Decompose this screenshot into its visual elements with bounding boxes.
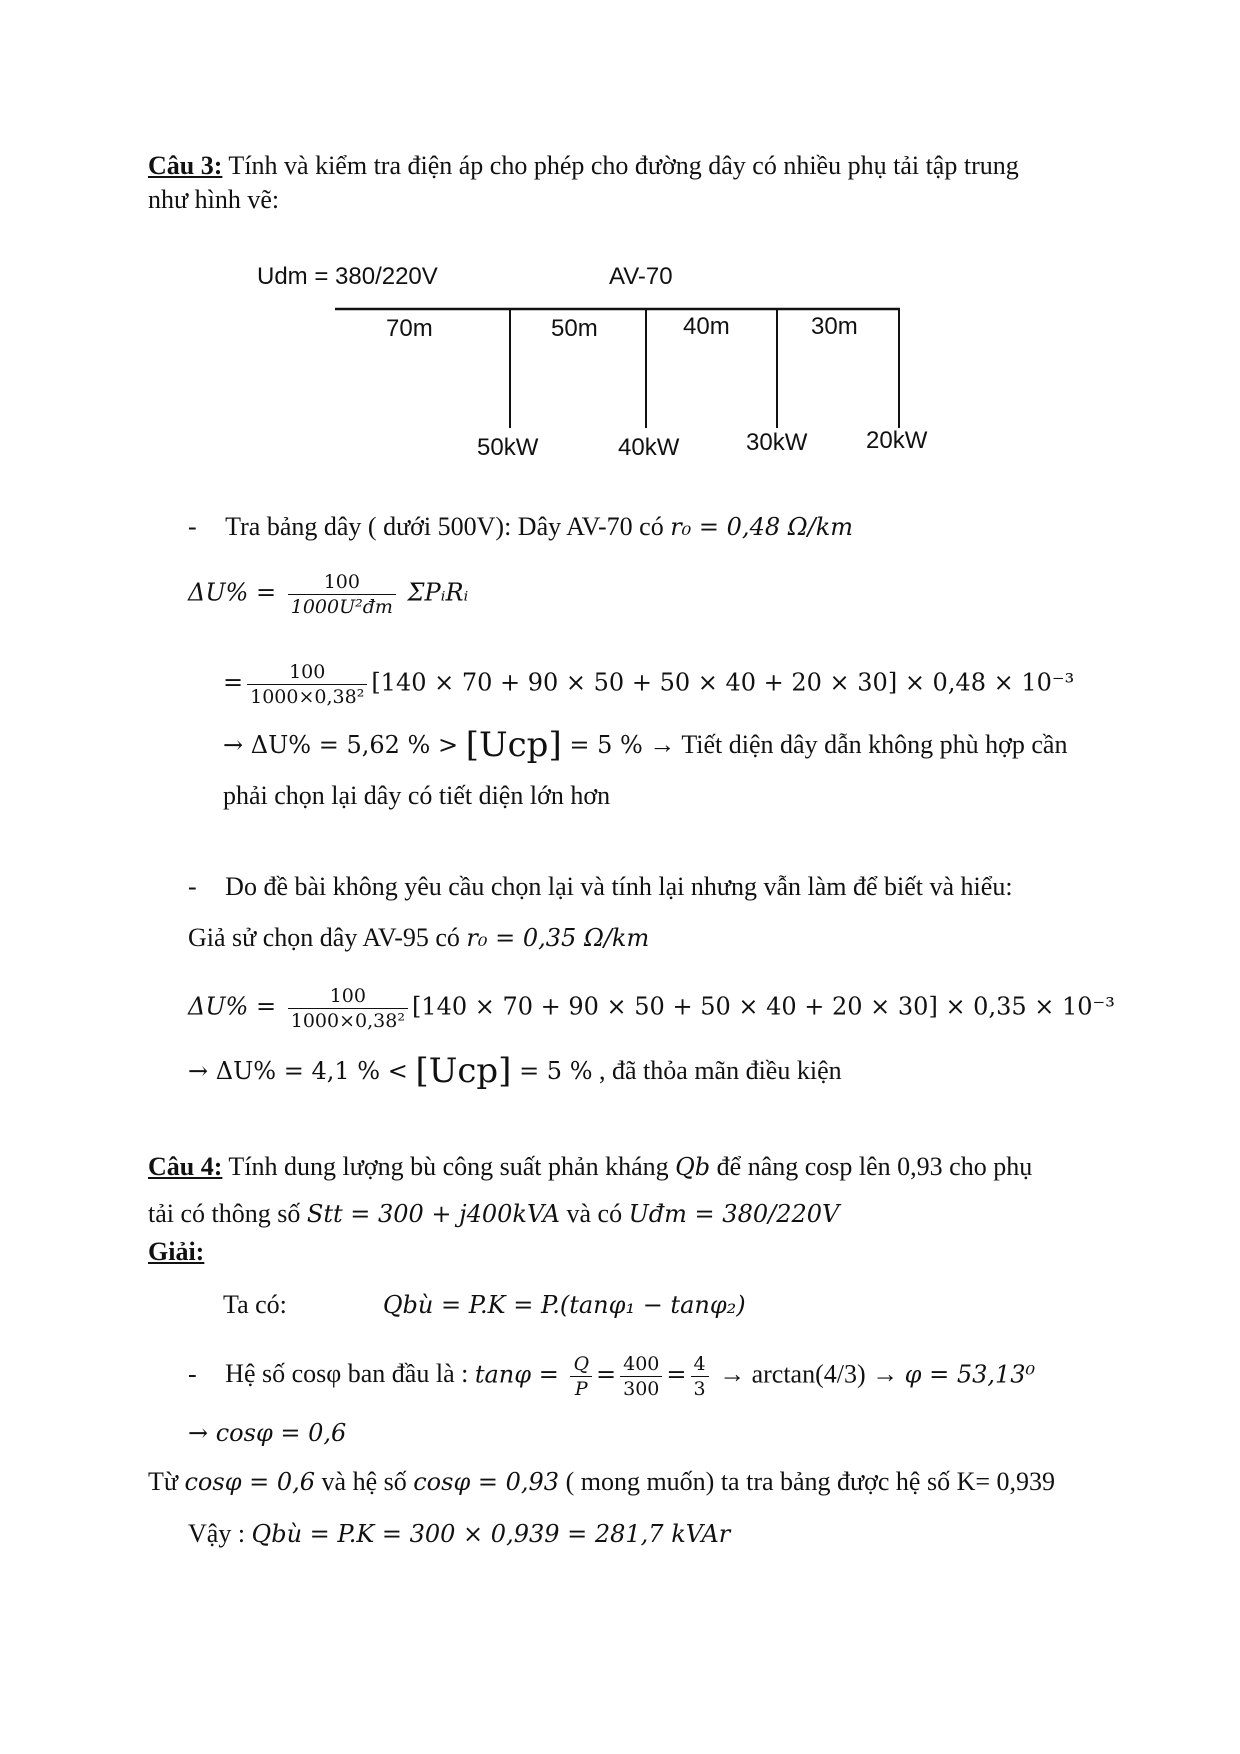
q4-cos-line <box>188 1416 346 1450</box>
load-label-1: 50kW <box>477 434 539 461</box>
formula-3-numerator: 100 <box>329 985 366 1007</box>
frac-3: 3 <box>691 1376 709 1401</box>
q3-result-1-line2 <box>223 779 610 813</box>
q4-solution-label: Giải: <box>148 1237 205 1266</box>
q4-taco-line <box>223 1288 746 1322</box>
fraction-4-3 <box>691 1352 709 1401</box>
fraction-q-p <box>570 1352 592 1401</box>
taco-text: Ta có: <box>223 1290 287 1319</box>
frac-4: 4 <box>693 1353 706 1375</box>
q3-formula-3 <box>188 984 1115 1033</box>
formula-2-eq: = <box>223 668 244 697</box>
formula-1-numerator: 100 <box>323 571 360 593</box>
q3-formula-1 <box>188 570 468 619</box>
arctan-text: → arctan(4/3) → <box>712 1359 905 1389</box>
segment-label-3: 40m <box>683 313 730 340</box>
formula-3-lhs: ΔU% = <box>188 992 284 1021</box>
formula-1-lhs: ΔU% = <box>188 578 284 607</box>
taco-math: Qbù = P.K = P.(tanφ₁ − tanφ₂) <box>382 1291 746 1319</box>
q4-title-math: Qb <box>675 1153 711 1181</box>
bullet-dash: - <box>188 512 197 541</box>
q3-title-text-2: như hình vẽ: <box>148 185 280 214</box>
result-1-bracket: [Ucp] <box>465 725 562 765</box>
load-label-2: 40kW <box>618 434 680 461</box>
q4-title-end: để nâng cosp lên 0,93 cho phụ <box>710 1152 1033 1181</box>
q4-bullet-text: Hệ số cosφ ban đầu là : <box>225 1359 475 1389</box>
q4-title-mid: và có <box>559 1199 629 1228</box>
q4-title-text-2: tải có thông số <box>148 1199 307 1228</box>
q4-title-line2 <box>148 1197 839 1231</box>
load-label-4: 20kW <box>866 427 928 454</box>
assume-text: Giả sử chọn dây AV-95 có <box>188 923 467 952</box>
vay-text: Vậy : <box>188 1519 252 1548</box>
formula-2-fraction <box>247 660 367 709</box>
q4-label: Câu 4: <box>148 1152 223 1181</box>
tan-lhs: tanφ = <box>474 1360 567 1389</box>
q3-bullet-2 <box>188 870 1013 904</box>
assume-math: r₀ = 0,35 Ω/km <box>466 924 650 952</box>
frac-400: 400 <box>623 1353 660 1375</box>
result-1-math: → ΔU% = 5,62 % > <box>223 731 466 759</box>
bullet-dash: - <box>188 1359 197 1389</box>
formula-3-rhs: [140 × 70 + 90 × 50 + 50 × 40 + 20 × 30] × 0,35 × 10⁻³ <box>411 992 1115 1021</box>
q3-bullet-1 <box>188 510 853 544</box>
q3-result-2 <box>188 1051 842 1091</box>
tu-math-2: cosφ = 0,93 <box>413 1468 560 1496</box>
formula-2-numerator: 100 <box>289 661 326 683</box>
formula-3-denominator: 1000×0,38² <box>288 1008 408 1033</box>
q4-title-math-2: Uđm = 380/220V <box>628 1200 840 1228</box>
tu-text-3: ( mong muốn) ta tra bảng được hệ số K= 0,939 <box>559 1467 1056 1496</box>
fraction-400-300 <box>620 1352 662 1401</box>
bullet-1-text: Tra bảng dây ( dưới 500V): Dây AV-70 có <box>225 512 671 541</box>
formula-1-fraction <box>288 570 396 619</box>
segment-label-2: 50m <box>551 315 598 342</box>
tu-math-1: cosφ = 0,6 <box>184 1468 316 1496</box>
result-2-text: , đã thỏa mãn điều kiện <box>592 1056 842 1085</box>
load-label-3: 30kW <box>746 429 808 456</box>
q3-assume-line <box>188 921 649 955</box>
frac-p: P <box>570 1376 592 1401</box>
result-2-eq: = 5 % <box>511 1057 593 1085</box>
vay-math: Qbù = P.K = 300 × 0,939 = 281,7 kVAr <box>251 1520 731 1548</box>
segment-label-4: 30m <box>811 313 858 340</box>
formula-3-fraction <box>288 984 408 1033</box>
result-2-math: → ΔU% = 4,1 % < <box>188 1057 416 1085</box>
bullet-dash: - <box>188 872 197 901</box>
result-1-text: → Tiết diện dây dẫn không phù hợp cần <box>642 730 1068 759</box>
result-1-text-2: phải chọn lại dây có tiết diện lớn hơn <box>223 781 611 810</box>
phi-value: φ = 53,13⁰ <box>904 1360 1036 1389</box>
q4-title-math-1: Stt = 300 + j400kVA <box>306 1200 560 1228</box>
result-1-eq: = 5 % <box>561 731 643 759</box>
diagram-udm-label: Udm = 380/220V <box>257 263 438 290</box>
formula-2-rhs: [140 × 70 + 90 × 50 + 50 × 40 + 20 × 30] × 0,48 × 10⁻³ <box>371 668 1075 697</box>
q3-formula-2 <box>223 660 1074 709</box>
formula-2-denominator: 1000×0,38² <box>247 684 367 709</box>
q4-tu-line <box>148 1465 1055 1499</box>
diagram-wire-label: AV-70 <box>609 263 673 290</box>
q4-title-line1 <box>148 1150 1032 1184</box>
bullet-1-math: r₀ = 0,48 Ω/km <box>670 513 854 541</box>
formula-1-rhs: ΣPᵢRᵢ <box>399 578 469 607</box>
q4-bullet: - Hệ số cosφ ban đầu là : tanφ = $\frac{Q}{P}$ = $\frac{400}{300}$ = $\frac{4}{3}$ → arctan(4/3) → φ = 53,13⁰ <box>188 1353 1036 1400</box>
tu-text-2: và hệ số <box>315 1467 414 1496</box>
q3-result-1 <box>223 725 1068 765</box>
q3-label: Câu 3: <box>148 151 223 180</box>
cos-result: → cosφ = 0,6 <box>188 1419 347 1447</box>
line-diagram <box>0 0 1240 480</box>
q4-vay-line <box>188 1517 730 1551</box>
segment-label-1: 70m <box>386 315 433 342</box>
frac-q: Q <box>573 1353 590 1375</box>
formula-1-denominator: 1000U²đm <box>288 594 396 619</box>
frac-300: 300 <box>620 1376 662 1401</box>
result-2-bracket: [Ucp] <box>415 1051 512 1091</box>
tu-text-1: Từ <box>148 1467 185 1496</box>
bullet-2-text: Do đề bài không yêu cầu chọn lại và tính lại nhưng vẫn làm để biết và hiểu: <box>225 872 1013 901</box>
q3-title-text: Tính và kiểm tra điện áp cho phép cho đường dây có nhiều phụ tải tập trung <box>222 151 1019 180</box>
q4-title-text: Tính dung lượng bù công suất phản kháng <box>222 1152 676 1181</box>
